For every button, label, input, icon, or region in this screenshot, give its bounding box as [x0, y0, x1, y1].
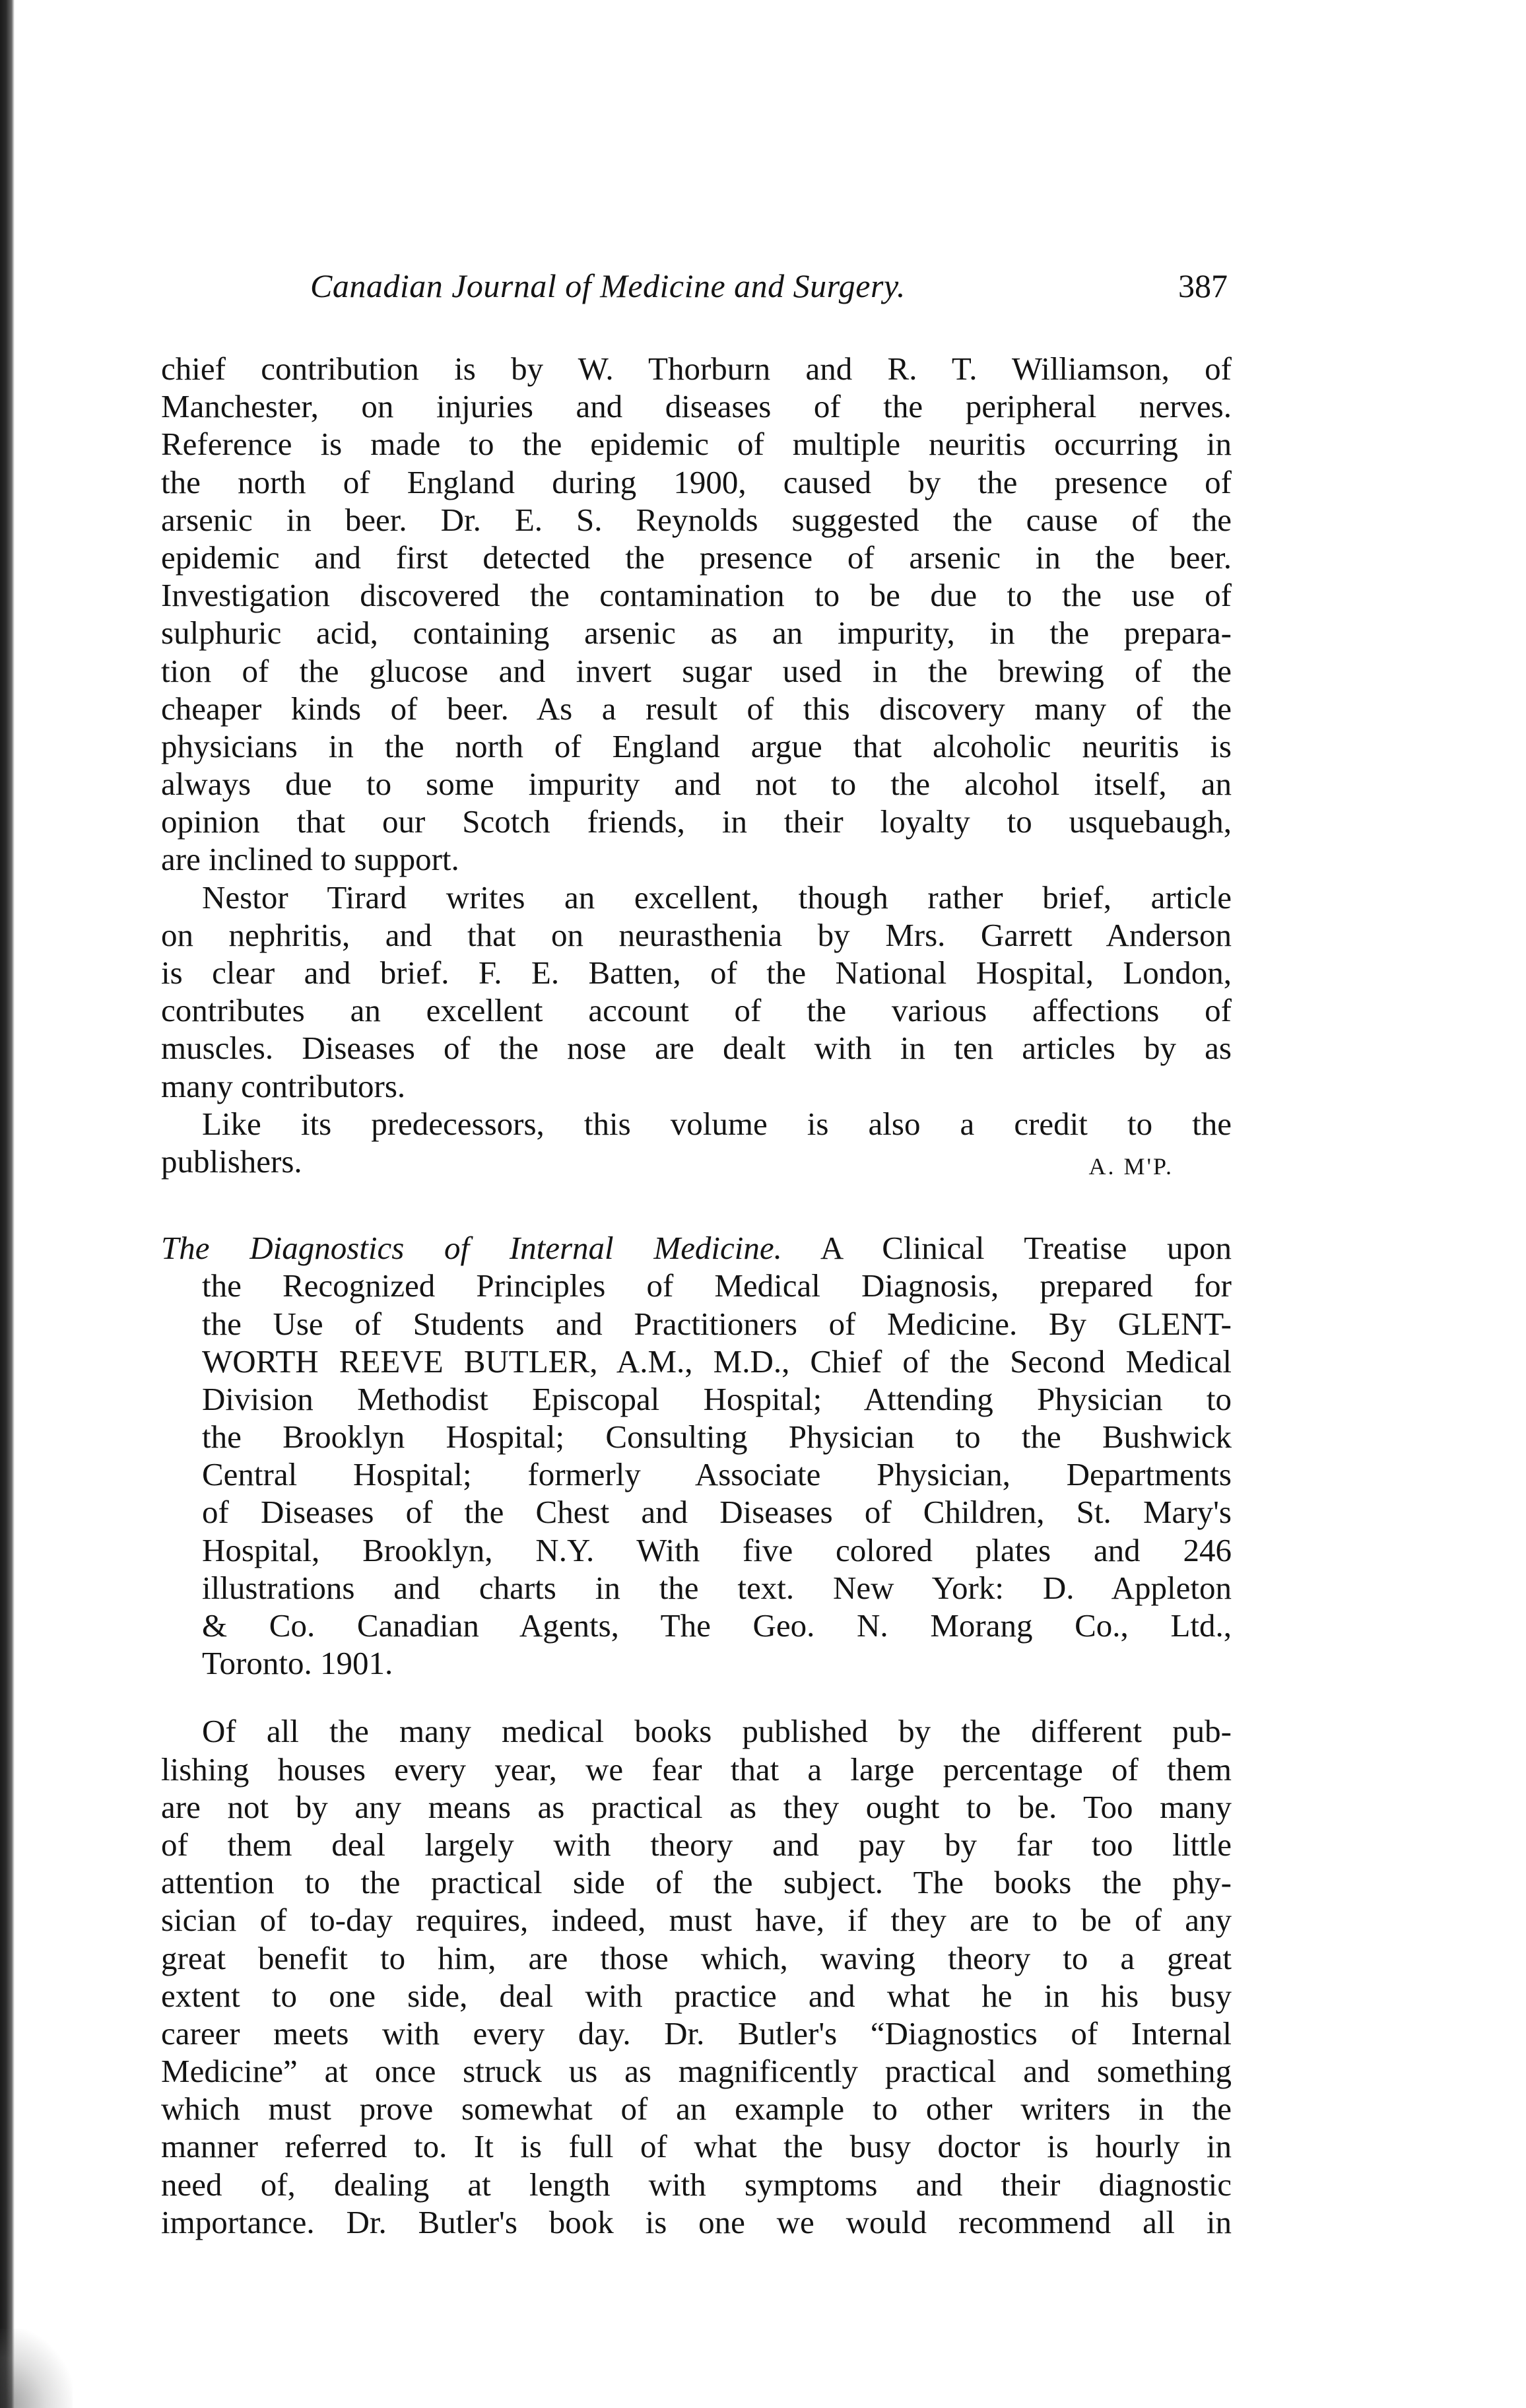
scan-shadow-edge: [0, 0, 15, 2408]
text-line: cheaper kinds of beer. As a result of this discovery many of the: [161, 690, 1232, 727]
page-header: [310, 267, 1228, 313]
text-line: career meets with every day. Dr. Butler's “Diagnostics of Internal: [161, 2015, 1232, 2052]
section-gap: [161, 1180, 1232, 1229]
signoff-row: [161, 1143, 1232, 1180]
section-gap: [161, 1682, 1232, 1712]
citation-first-line: [161, 1229, 1232, 1267]
page-body: [161, 350, 1232, 2241]
text-line: Investigation discovered the contamination to be due to the use of: [161, 577, 1232, 614]
text-line: Toronto. 1901.: [202, 1645, 393, 1682]
text-line: Manchester, on injuries and diseases of the peripheral nerves.: [161, 388, 1232, 425]
review-continued-paragraph-1: [161, 350, 1232, 879]
text-line: is clear and brief. F. E. Batten, of the National Hospital, London,: [161, 954, 1232, 991]
text-line: Like its predecessors, this volume is also a credit to the: [202, 1105, 1232, 1142]
reviewer-signoff: A. M'P.: [1088, 1153, 1174, 1180]
text-line: the Brooklyn Hospital; Consulting Physician to the Bushwick: [202, 1419, 1232, 1455]
text-line: physicians in the north of England argue that alcoholic neuritis is: [161, 727, 1232, 764]
text-line: great benefit to him, are those which, waving theory to a great: [161, 1939, 1232, 1976]
text-line: importance. Dr. Butler's book is one we would recommend all in: [161, 2203, 1232, 2240]
scan-smudge: [0, 2329, 73, 2408]
text-line: extent to one side, deal with practice and what he in his busy: [161, 1977, 1232, 2014]
text-line: the Recognized Principles of Medical Diagnosis, prepared for: [202, 1267, 1232, 1304]
text-line: on nephritis, and that on neurasthenia by Mrs. Garrett Anderson: [161, 916, 1232, 953]
review-continued-paragraph-2: [161, 879, 1232, 1105]
text-line: Division Methodist Episcopal Hospital; Attending Physician to: [202, 1380, 1232, 1417]
book-review-body: [161, 1712, 1232, 2241]
text-line: & Co. Canadian Agents, The Geo. N. Morang Co., Ltd.,: [202, 1607, 1232, 1644]
text-line: of Diseases of the Chest and Diseases of Children, St. Mary's: [202, 1494, 1232, 1531]
running-head: Canadian Journal of Medicine and Surgery.: [310, 267, 906, 304]
book-title: The Diagnostics of Internal Medicine.: [161, 1230, 782, 1267]
text-line: always due to some impurity and not to the alcohol itself, an: [161, 766, 1232, 803]
text-line: manner referred to. It is full of what the busy doctor is hourly in: [161, 2128, 1232, 2165]
book-citation: [161, 1229, 1232, 1682]
text-line: of them deal largely with theory and pay by far too little: [161, 1826, 1232, 1863]
text-line: Reference is made to the epidemic of multiple neuritis occurring in: [161, 426, 1232, 463]
text-line: which must prove somewhat of an example to other writers in the: [161, 2090, 1232, 2127]
text-line: opinion that our Scotch friends, in their loyalty to usquebaugh,: [161, 803, 1232, 840]
text-line: epidemic and first detected the presence of arsenic in the beer.: [161, 539, 1232, 576]
text-line: arsenic in beer. Dr. E. S. Reynolds suggested the cause of the: [161, 501, 1232, 538]
text-line: sician of to-day requires, indeed, must have, if they are to be of any: [161, 1902, 1232, 1939]
text-line: Central Hospital; formerly Associate Physician, Departments: [202, 1456, 1232, 1493]
text-line: attention to the practical side of the subject. The books the phy-: [161, 1864, 1232, 1901]
text-line: illustrations and charts in the text. New York: D. Appleton: [202, 1569, 1232, 1606]
text-line: WORTH REEVE BUTLER, A.M., M.D., Chief of the Second Medical: [202, 1343, 1232, 1380]
text-line: Medicine” at once struck us as magnificently practical and something: [161, 2053, 1232, 2090]
text-line: the north of England during 1900, caused by the presence of: [161, 463, 1232, 500]
text-line: chief contribution is by W. Thorburn and R. T. Williamson, of: [161, 351, 1232, 387]
text-line: contributes an excellent account of the various affections of: [161, 992, 1232, 1029]
text-line: Nestor Tirard writes an excellent, though rather brief, article: [202, 879, 1232, 916]
review-continued-paragraph-3: [161, 1105, 1232, 1180]
text-line: the Use of Students and Practitioners of Medicine. By GLENT-: [202, 1305, 1232, 1342]
text-line: are not by any means as practical as they ought to be. Too many: [161, 1788, 1232, 1825]
text-line: are inclined to support.: [161, 841, 459, 878]
text-line: Hospital, Brooklyn, N.Y. With five colored plates and 246: [202, 1531, 1232, 1568]
page-number: 387: [1178, 267, 1228, 304]
text-line: Of all the many medical books published by the different pub-: [202, 1713, 1232, 1750]
text-line: muscles. Diseases of the nose are dealt with in ten articles by as: [161, 1030, 1232, 1067]
text-line: lishing houses every year, we fear that a large percentage of them: [161, 1751, 1232, 1788]
text-line: need of, dealing at length with symptoms and their diagnostic: [161, 2166, 1232, 2203]
citation-first-line-rest: A Clinical Treatise upon: [820, 1230, 1232, 1267]
text-line: publishers.: [161, 1143, 302, 1180]
text-line: sulphuric acid, containing arsenic as an impurity, in the prepara-: [161, 615, 1232, 652]
text-line: tion of the glucose and invert sugar used in the brewing of the: [161, 652, 1232, 689]
text-line: many contributors.: [161, 1067, 406, 1104]
